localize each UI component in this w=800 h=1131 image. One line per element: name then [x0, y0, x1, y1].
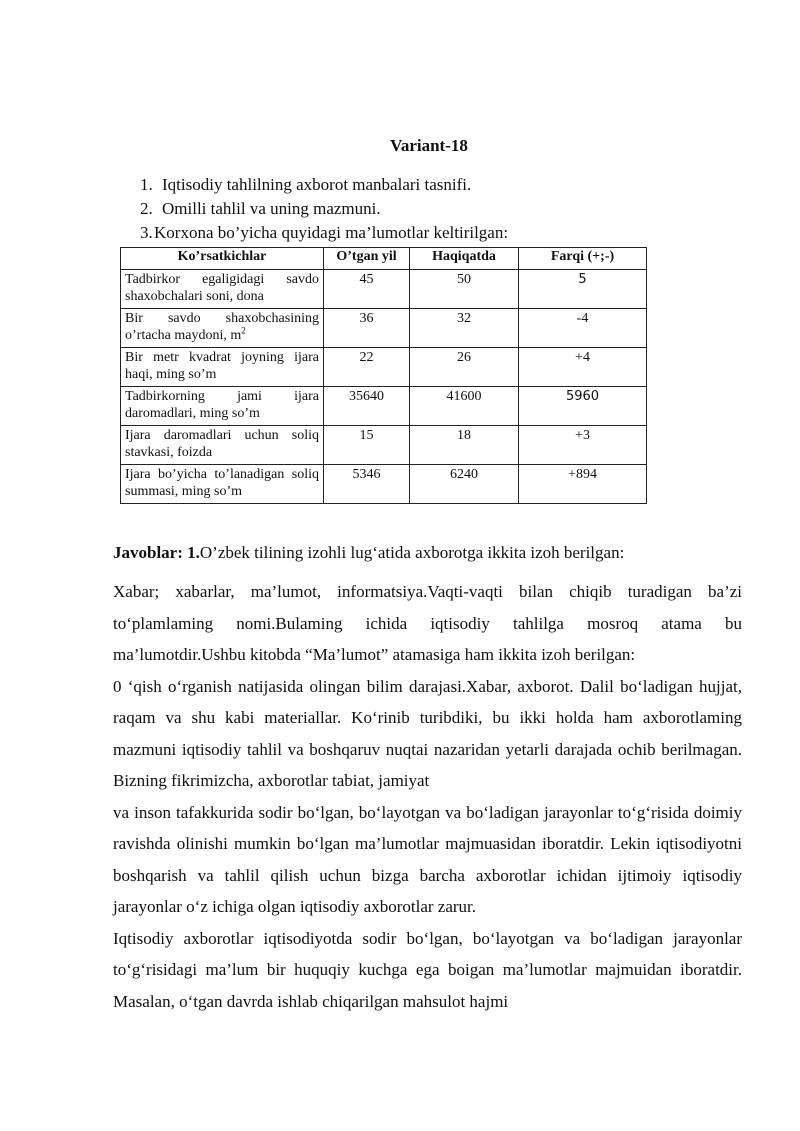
question-number: 3. [140, 223, 153, 242]
question-text: Korxona bo’yicha quyidagi ma’lumotlar keltirilgan: [154, 223, 509, 242]
cell-difference: 5960 [519, 387, 647, 426]
answer-paragraph: va inson tafakkurida sodir bo‘lgan, bo‘layotgan va bo‘ladigan jarayonlar to‘g‘risida doimiy ravishda olinishi mumkin bo‘lgan ma’lumotlar majmuasidan iboratdir. Lekin iqtisodiyotni boshqarish va tahlil qilish uchun bizga barcha axborotlar ichidan ijtimoiy iqtisodiy jarayonlar o‘z ichiga olgan iqtisodiy axborotlar zarur. [113, 802, 742, 916]
column-header-actual: Haqiqatda [410, 248, 519, 270]
question-text: Iqtisodiy tahlilning axborot manbalari tasnifi. [162, 175, 472, 194]
cell-previous-year: 45 [324, 270, 410, 309]
cell-previous-year: 5346 [324, 465, 410, 504]
answer-heading-text: O’zbek tilining izohli lug‘atida axborotga ikkita izoh berilgan: [199, 543, 625, 562]
question-item [140, 221, 508, 245]
answer-paragraph: Iqtisodiy axborotlar iqtisodiyotda sodir bo‘lgan, bo‘layotgan va bo‘ladigan jarayonlar to‘g‘risidagi ma’lum bir huquqiy kuchga ega boigan ma’lumotlar majmuidan iboratdir. Masalan, o‘tgan davrda ishlab chiqarilgan mahsulot hajmi [113, 928, 742, 1011]
row-label: Tadbirkor egaligidagi savdo shaxobchalari soni, dona [121, 270, 324, 309]
row-label: Bir metr kvadrat joyning ijara haqi, ming so’m [121, 348, 324, 387]
table-row [121, 270, 647, 309]
column-header-previous-year: O’tgan yil [324, 248, 410, 270]
answer-paragraph: Xabar; xabarlar, ma’lumot, informatsiya.Vaqti-vaqti bilan chiqib turadigan ba’zi to‘plamlaming nomi.Bulaming ichida iqtisodiy tahlilga mosroq atama bu ma’lumotdir.Ushbu kitobda “Ma’lumot” atamasiga ham ikkita izoh berilgan: [113, 582, 742, 664]
cell-actual: 26 [410, 348, 519, 387]
cell-previous-year: 15 [324, 426, 410, 465]
cell-difference: +4 [519, 348, 647, 387]
question-text: Omilli tahlil va uning mazmuni. [162, 199, 381, 218]
cell-difference: +3 [519, 426, 647, 465]
indicators-table [120, 247, 647, 504]
question-list [140, 173, 508, 245]
row-label: Ijara bo’yicha to’lanadigan soliq summasi, ming so’m [121, 465, 324, 504]
page-title: Variant-18 [390, 136, 468, 155]
cell-difference: 5 [519, 270, 647, 309]
cell-actual: 41600 [410, 387, 519, 426]
cell-previous-year: 22 [324, 348, 410, 387]
cell-actual: 50 [410, 270, 519, 309]
question-item [140, 197, 508, 221]
cell-difference: +894 [519, 465, 647, 504]
question-item [140, 173, 508, 197]
table-row [121, 387, 647, 426]
answer-heading: Javoblar: 1. [113, 543, 200, 562]
table-row [121, 426, 647, 465]
superscript: 2 [241, 325, 246, 336]
column-header-indicators: Ko’rsatkichlar [121, 248, 324, 270]
row-label: Tadbirkorning jami ijara daromadlari, ming so’m [121, 387, 324, 426]
cell-actual: 32 [410, 309, 519, 348]
table-row [121, 348, 647, 387]
cell-actual: 18 [410, 426, 519, 465]
cell-previous-year: 35640 [324, 387, 410, 426]
table-row [121, 309, 647, 348]
table-row [121, 465, 647, 504]
cell-previous-year: 36 [324, 309, 410, 348]
answer-paragraph: 0 ‘qish o‘rganish natijasida olingan bilim darajasi.Xabar, axborot. Dalil bo‘ladigan hujjat, raqam va shu kabi materiallar. Ko‘rinib turibdiki, bu ikki holda ham axborotlaming mazmuni iqtisodiy tahlil va boshqaruv nuqtai nazaridan yetarli darajada ochib berilmagan. Bizning fikrimizcha, axborotlar tabiat, jamiyat [113, 676, 742, 790]
row-label: Ijara daromadlari uchun soliq stavkasi, foizda [121, 426, 324, 465]
row-label: Bir savdo shaxobchasining o’rtacha maydoni, $m^2$ [121, 309, 324, 348]
question-number: 2. [140, 199, 153, 218]
question-number: 1. [140, 175, 153, 194]
answer-section [113, 541, 742, 1017]
column-header-difference: Farqi (+;-) [519, 248, 647, 270]
cell-difference: -4 [519, 309, 647, 348]
table-header-row [121, 248, 647, 270]
answer-heading-line [113, 541, 742, 565]
cell-actual: 6240 [410, 465, 519, 504]
